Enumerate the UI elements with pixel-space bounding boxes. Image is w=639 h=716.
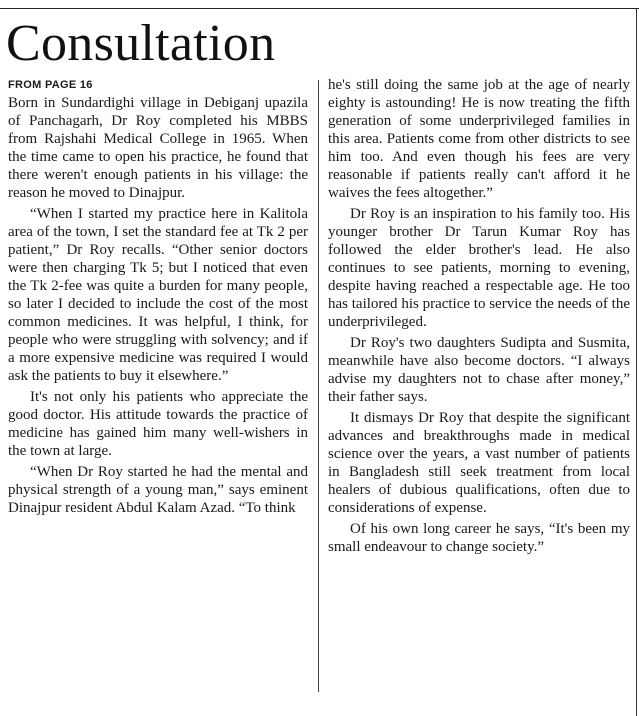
paragraph-right-5: Of his own long career he says, “It's been my small endeavour to change society.” <box>328 521 630 555</box>
paragraph-right-2: Dr Roy is an inspiration to his family too. His younger brother Dr Tarun Kumar Roy has followed the elder brother's lead. He also continues to see patients, morning to evening, despite having reached a respectable age. He too has tailored his practice to service the needs of the underprivileged. <box>328 206 630 330</box>
paragraph-right-4: It dismays Dr Roy that despite the significant advances and breakthroughs made in medical science over the years, a vast number of patients in Bangladesh still seek treatment from local healers of dubious qualifications, often due to considerations of expense. <box>328 410 630 516</box>
paragraph-right-1: he's still doing the same job at the age of nearly eighty is astounding! He is now treating the fifth generation of some underprivileged families in this area. Patients come from other districts to see him too. And even though his fees are very reasonable if patients really can't afford it he waives the fees altogether.” <box>328 77 630 201</box>
continued-from-kicker: FROM PAGE 16 <box>8 79 93 91</box>
paragraph-left-2: “When I started my practice here in Kalitola area of the town, I set the standard fee at Tk 2 per patient,” Dr Roy recalls. “Other senior doctors were then charging Tk 5; but I noticed that even the Tk 2-fee was quite a burden for many people, so later I decided to include the cost of the most common medicines. It was helpful, I think, for people who were struggling with solvency; and if a more expensive medicine was required I would ask the patients to buy it elsewhere.” <box>8 206 308 384</box>
top-rule <box>0 0 639 9</box>
paragraph-right-3: Dr Roy's two daughters Sudipta and Susmita, meanwhile have also become doctors. “I always advise my daughters not to chase after money,” their father says. <box>328 335 630 405</box>
paragraph-left-3: It's not only his patients who appreciate the good doctor. His attitude towards the practice of medicine has gained him many well-wishers in the town at large. <box>8 389 308 459</box>
right-frame-rule <box>636 8 637 716</box>
column-divider <box>318 80 319 692</box>
left-column <box>8 76 308 517</box>
article-headline: Consultation <box>6 15 276 72</box>
right-column <box>328 76 630 556</box>
paragraph-left-1: Born in Sundardighi village in Debiganj upazila of Panchagarh, Dr Roy completed his MBBS from Rajshahi Medical College in 1965. When the time came to open his practice, he found that there weren't enough patients in his village: the reason he moved to Dinajpur. <box>8 95 308 201</box>
paragraph-left-4: “When Dr Roy started he had the mental and physical strength of a young man,” says eminent Dinajpur resident Abdul Kalam Azad. “To think <box>8 464 308 516</box>
